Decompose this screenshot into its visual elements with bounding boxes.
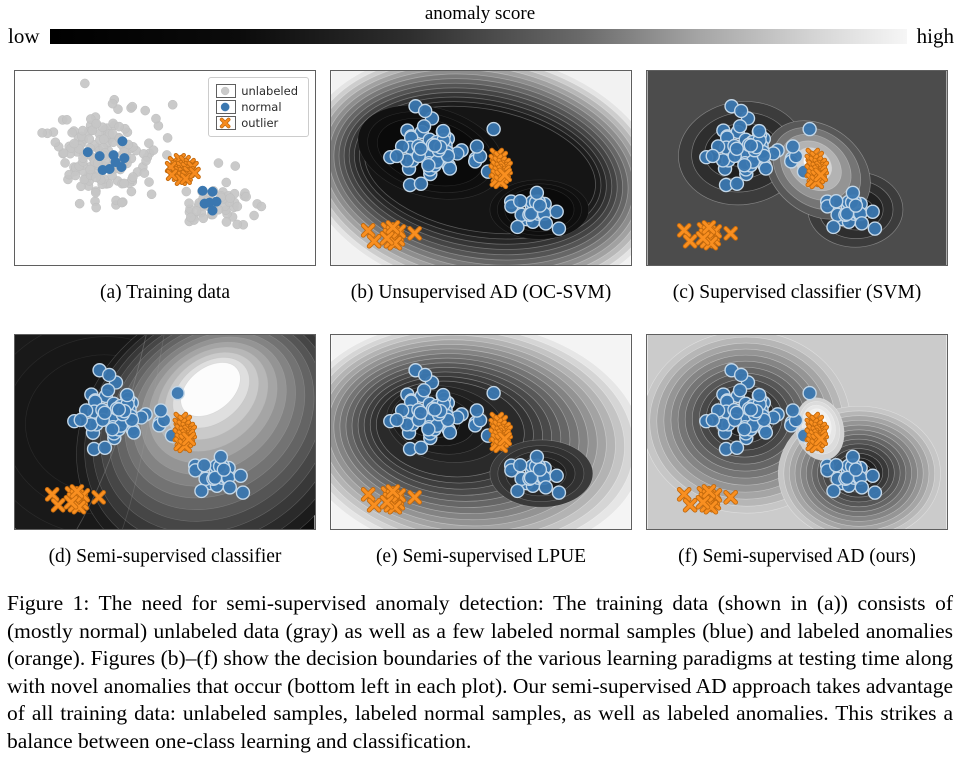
- subcaption-b: (b) Unsupervised AD (OC-SVM): [350, 282, 612, 303]
- subfigure-d: [14, 334, 316, 570]
- subfigure-f: [646, 334, 948, 570]
- legend-label-outlier: outlier: [241, 116, 279, 130]
- panel-e-plot: [330, 334, 632, 530]
- colorbar: [0, 0, 960, 47]
- legend-label-normal: normal: [241, 100, 282, 114]
- figure-grid: [14, 70, 947, 570]
- subfigure-e: [330, 334, 632, 570]
- legend-item-normal: [216, 99, 298, 115]
- subcaption-f: (f) Semi-supervised AD (ours): [678, 546, 916, 567]
- legend: [208, 77, 309, 137]
- panel-c-plot: [646, 70, 948, 266]
- subfigure-b: [330, 70, 632, 306]
- legend-label-unlabeled: unlabeled: [241, 84, 298, 98]
- legend-item-outlier: [216, 115, 298, 131]
- subcaption-a: (a) Training data: [100, 282, 230, 303]
- subcaption-d: (d) Semi-supervised classifier: [48, 546, 282, 567]
- subcaption-c: (c) Supervised classifier (SVM): [672, 282, 922, 303]
- panel-d-plot: [14, 334, 316, 530]
- colorbar-low-label: low: [8, 24, 40, 48]
- outlier-marker-icon: [216, 116, 236, 130]
- legend-item-unlabeled: [216, 83, 298, 99]
- unlabeled-marker-icon: [216, 84, 236, 98]
- subfigure-c: [646, 70, 948, 306]
- subfigure-a: [14, 70, 316, 306]
- colorbar-high-label: high: [916, 24, 954, 48]
- figure-caption: Figure 1: The need for semi-supervised anomaly detection: The training data (shown in (a)) consists of (mostly normal) unlabeled data (gray) as well as a few labeled normal samples (blue) and labeled anomalies (orange). Figures (b)–(f) show the decision boundaries of the various learning paradigms at testing time along with novel anomalies that occur (bottom left in each plot). Our semi-supervised AD approach takes advantage of all training data: unlabeled samples, labeled normal samples, as well as labeled anomalies. This strikes a balance between one-class learning and classification.: [7, 591, 953, 753]
- panel-b-plot: [330, 70, 632, 266]
- normal-marker-icon: [216, 100, 236, 114]
- colorbar-title: anomaly score: [424, 3, 536, 24]
- colorbar-gradient: [50, 29, 907, 44]
- panel-f-plot: [646, 334, 948, 530]
- subcaption-e: (e) Semi-supervised LPUE: [375, 546, 587, 567]
